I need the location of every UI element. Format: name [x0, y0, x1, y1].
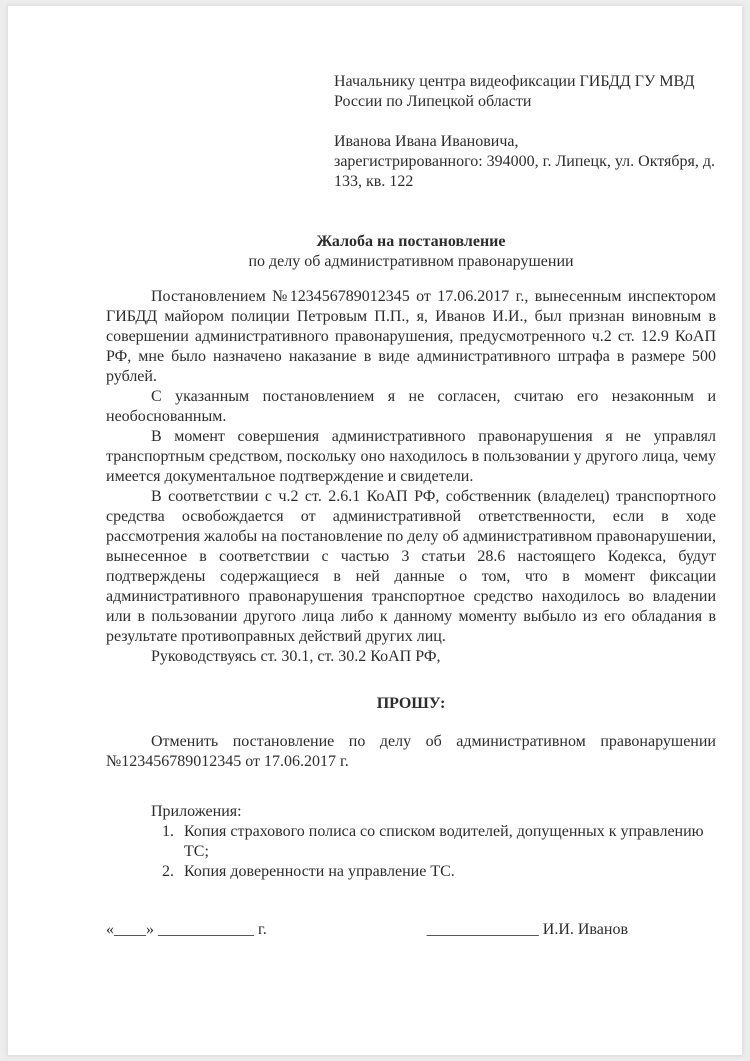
paragraph-not-driving: В момент совершения административного правонарушения я не управлял транспортным средством, поскольку оно находилось в пользовании у другого лица, чему имеется документальное подтверждение и свидетели. [106, 428, 716, 485]
document-title-block [106, 232, 716, 272]
request-heading: ПРОШУ: [376, 695, 446, 712]
applicant-block [334, 132, 718, 192]
document-body [106, 287, 716, 667]
attachments-heading: Приложения: [151, 803, 242, 820]
paragraph-ruling: Постановлением №123456789012345 от 17.06.2017 г., вынесенным инспектором ГИБДД майором полиции Петровым П.П., я, Иванов И.И., был признан виновным в совершении административного правонарушения, предусмотренного ч.2 ст. 12.9 КоАП РФ, мне было назначено наказание в виде административного штрафа в размере 500 рублей. [106, 288, 716, 385]
attachment-item: 2. Копия доверенности на управление ТС. [178, 862, 716, 882]
applicant-address: зарегистрированного: 394000, г. Липецк, ул. Октября, д. 133, кв. 122 [334, 153, 716, 190]
addressee-text: Начальнику центра видеофиксации ГИБДД ГУ МВД России по Липецкой области [334, 73, 695, 110]
document-title: Жалоба на постановление [316, 233, 506, 250]
paragraph-legal-basis: В соответствии с ч.2 ст. 2.6.1 КоАП РФ, собственник (владелец) транспортного средства освобождается от административной ответственности, если в ходе рассмотрения жалобы на постановление по делу об административном правонарушении, вынесенное в соответствии с частью 3 статьи 28.6 настоящего Кодекса, будут подтверждены содержащиеся в ней данные о том, что в момент фиксации административного правонарушения транспортное средство находилось во владении или в пользовании другого лица либо к данному моменту выбыло из его обладания в результате противоправных действий других лиц. [106, 488, 716, 645]
document-page [7, 5, 743, 1056]
request-text: Отменить постановление по делу об административном правонарушении №123456789012345 от 17.06.2017 г. [106, 733, 716, 770]
signature-name-line: ______________ И.И. Иванов [426, 921, 628, 938]
applicant-name: Иванова Ивана Ивановича, [334, 133, 519, 150]
paragraph-disagreement: С указанным постановлением я не согласен, считаю его незаконным и необоснованным. [106, 388, 716, 425]
attachments-block [106, 802, 716, 882]
addressee-block [334, 72, 718, 192]
attachments-list [106, 822, 716, 882]
paragraph-guided-by: Руководствуясь ст. 30.1, ст. 30.2 КоАП РФ, [151, 648, 441, 665]
document-subtitle: по делу об административном правонарушении [248, 253, 574, 270]
attachment-item: 1. Копия страхового полиса со списком водителей, допущенных к управлению ТС; [178, 822, 716, 862]
signature-date-line: «____» ____________ г. [106, 921, 267, 938]
signature-row [106, 920, 716, 940]
